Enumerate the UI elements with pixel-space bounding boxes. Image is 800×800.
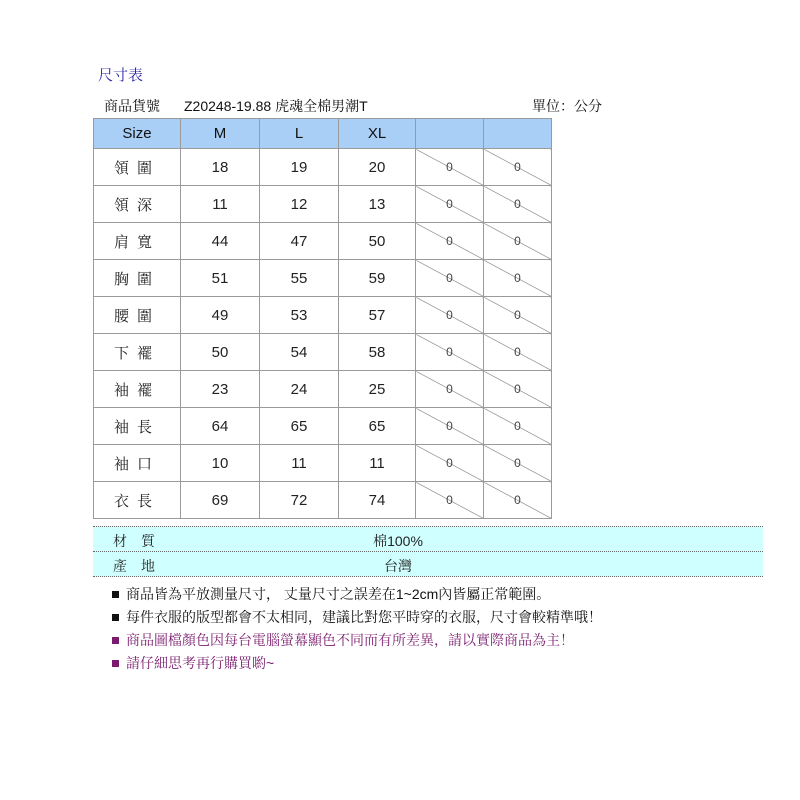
row-label: 領深 [94, 186, 181, 223]
placeholder-cell: 0 [416, 186, 484, 223]
material-value: 棉100% [373, 533, 423, 549]
size-value-cell: 58 [339, 334, 416, 371]
placeholder-cell: 0 [416, 149, 484, 186]
size-value-cell: 74 [339, 482, 416, 519]
table-row [94, 297, 552, 334]
size-value-cell: 44 [181, 223, 260, 260]
placeholder-cell: 0 [416, 260, 484, 297]
size-value-cell: 65 [339, 408, 416, 445]
table-row [94, 408, 552, 445]
table-row [94, 371, 552, 408]
size-value-cell: 11 [260, 445, 339, 482]
material-label: 材質 [113, 533, 169, 549]
size-value-cell: 57 [339, 297, 416, 334]
unit-label: 單位：公分 [532, 98, 602, 114]
placeholder-cell: 0 [416, 445, 484, 482]
placeholder-cell: 0 [416, 297, 484, 334]
table-row [94, 223, 552, 260]
placeholder-cell: 0 [484, 482, 552, 519]
size-value-cell: 13 [339, 186, 416, 223]
note-item [112, 630, 602, 653]
row-label: 下襬 [94, 334, 181, 371]
row-label: 袖長 [94, 408, 181, 445]
placeholder-cell: 0 [484, 186, 552, 223]
size-value-cell: 50 [181, 334, 260, 371]
size-value-cell: 12 [260, 186, 339, 223]
origin-value: 台灣 [384, 558, 412, 574]
notes-list [112, 584, 602, 676]
size-value-cell: 25 [339, 371, 416, 408]
header-size: Size [94, 119, 181, 149]
size-value-cell: 49 [181, 297, 260, 334]
size-table-body [94, 149, 552, 519]
row-label: 衣長 [94, 482, 181, 519]
origin-row [93, 551, 763, 577]
row-label: 肩寬 [94, 223, 181, 260]
table-row [94, 334, 552, 371]
size-value-cell: 55 [260, 260, 339, 297]
size-header-row [94, 119, 552, 149]
size-value-cell: 59 [339, 260, 416, 297]
placeholder-cell: 0 [416, 371, 484, 408]
table-row [94, 260, 552, 297]
placeholder-cell: 0 [484, 223, 552, 260]
size-value-cell: 23 [181, 371, 260, 408]
size-value-cell: 10 [181, 445, 260, 482]
material-row [93, 526, 763, 551]
header-empty-1 [416, 119, 484, 149]
info-block [93, 526, 763, 577]
product-id-label: 商品貨號 [104, 98, 160, 114]
note-text: 請仔細思考再行購買喲~ [126, 655, 275, 671]
placeholder-cell: 0 [484, 334, 552, 371]
size-value-cell: 72 [260, 482, 339, 519]
row-label: 胸圍 [94, 260, 181, 297]
origin-label: 產地 [113, 558, 169, 574]
note-text: 每件衣服的版型都會不太相同，建議比對您平時穿的衣服，尺寸會較精準哦！ [126, 609, 602, 625]
placeholder-cell: 0 [484, 371, 552, 408]
product-code: Z20248-19.88 虎魂全棉男潮T [184, 98, 368, 114]
size-value-cell: 18 [181, 149, 260, 186]
size-value-cell: 20 [339, 149, 416, 186]
size-value-cell: 24 [260, 371, 339, 408]
placeholder-cell: 0 [416, 334, 484, 371]
size-value-cell: 53 [260, 297, 339, 334]
note-item [112, 607, 602, 630]
note-item [112, 653, 602, 676]
size-value-cell: 65 [260, 408, 339, 445]
bullet-icon [112, 591, 119, 598]
bullet-icon [112, 637, 119, 644]
placeholder-cell: 0 [416, 408, 484, 445]
table-row [94, 482, 552, 519]
placeholder-cell: 0 [484, 445, 552, 482]
table-row [94, 149, 552, 186]
size-value-cell: 11 [181, 186, 260, 223]
note-text: 商品皆為平放測量尺寸， 丈量尺寸之誤差在1~2cm內皆屬正常範圍。 [126, 586, 551, 602]
header-xl: XL [339, 119, 416, 149]
size-value-cell: 51 [181, 260, 260, 297]
size-value-cell: 11 [339, 445, 416, 482]
header-m: M [181, 119, 260, 149]
placeholder-cell: 0 [484, 408, 552, 445]
placeholder-cell: 0 [484, 149, 552, 186]
bullet-icon [112, 660, 119, 667]
placeholder-cell: 0 [484, 260, 552, 297]
placeholder-cell: 0 [416, 482, 484, 519]
note-item [112, 584, 602, 607]
placeholder-cell: 0 [484, 297, 552, 334]
table-row [94, 186, 552, 223]
table-row [94, 445, 552, 482]
header-l: L [260, 119, 339, 149]
row-label: 領圍 [94, 149, 181, 186]
size-value-cell: 64 [181, 408, 260, 445]
size-value-cell: 19 [260, 149, 339, 186]
page-title: 尺寸表 [98, 67, 144, 84]
bullet-icon [112, 614, 119, 621]
row-label: 腰圍 [94, 297, 181, 334]
note-text: 商品圖檔顏色因每台電腦螢幕顯色不同而有所差異，請以實際商品為主！ [126, 632, 574, 648]
placeholder-cell: 0 [416, 223, 484, 260]
size-value-cell: 47 [260, 223, 339, 260]
size-value-cell: 69 [181, 482, 260, 519]
size-value-cell: 50 [339, 223, 416, 260]
row-label: 袖襬 [94, 371, 181, 408]
header-empty-2 [484, 119, 552, 149]
row-label: 袖口 [94, 445, 181, 482]
size-table [93, 118, 552, 519]
size-value-cell: 54 [260, 334, 339, 371]
